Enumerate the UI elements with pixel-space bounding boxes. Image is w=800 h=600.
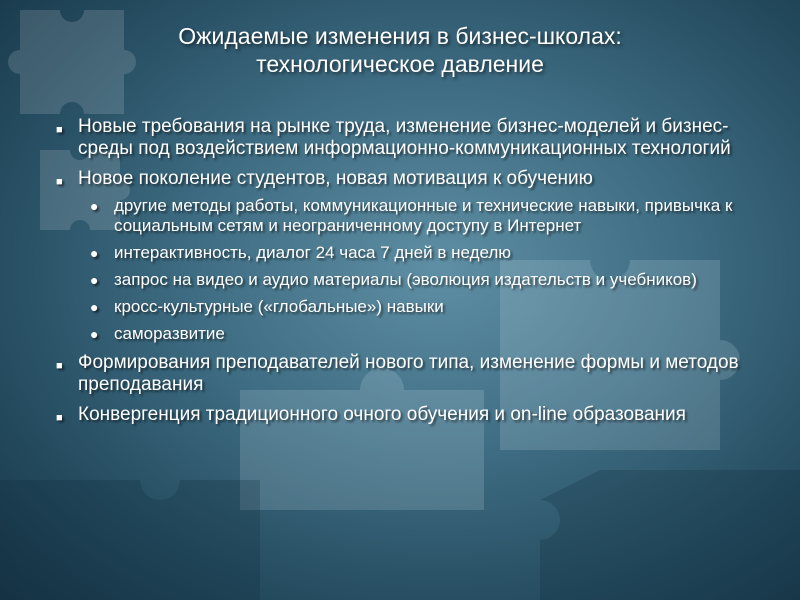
- slide-title-line1: Ожидаемые изменения в бизнес-школах:: [178, 23, 622, 49]
- dot-bullet-icon: ●: [90, 326, 99, 342]
- bullet-item: [52, 404, 772, 426]
- sub-bullet-text: другие методы работы, коммуникационные и технические навыки, привычка к социальным сетям и неограниченному доступу в Интернет: [114, 196, 733, 235]
- dot-bullet-icon: ●: [90, 299, 99, 315]
- dot-bullet-icon: ●: [90, 198, 99, 214]
- sub-bullet-text: запрос на видео и аудио материалы (эволюция издательств и учебников): [114, 270, 697, 289]
- bullet-text: Новое поколение студентов, новая мотивация к обучению: [78, 168, 593, 189]
- slide-title-line2: технологическое давление: [256, 51, 544, 77]
- bullet-item: [52, 116, 772, 160]
- bullet-list: [52, 116, 772, 426]
- square-bullet-icon: ■: [56, 412, 63, 424]
- bullet-text: Конвергенция традиционного очного обучения и on-line образования: [78, 404, 686, 425]
- dot-bullet-icon: ●: [90, 245, 99, 261]
- slide-content: [52, 116, 772, 434]
- square-bullet-icon: ■: [56, 360, 63, 372]
- sub-bullet-item: [78, 243, 772, 263]
- sub-bullet-item: [78, 297, 772, 317]
- bullet-text: Формирования преподавателей нового типа, изменение формы и методов преподавания: [78, 352, 739, 395]
- bullet-text: Новые требования на рынке труда, изменение бизнес-моделей и бизнес-среды под воздействием информационно-коммуникационных технологий: [78, 116, 731, 159]
- slide-title: [100, 22, 700, 78]
- sub-bullet-text: саморазвитие: [114, 324, 225, 343]
- square-bullet-icon: ■: [56, 124, 63, 136]
- sub-bullet-list: [78, 196, 772, 344]
- sub-bullet-item: [78, 270, 772, 290]
- bullet-item: [52, 352, 772, 396]
- sub-bullet-item: [78, 196, 772, 236]
- bullet-item: [52, 168, 772, 344]
- square-bullet-icon: ■: [56, 176, 63, 188]
- sub-bullet-item: [78, 324, 772, 344]
- sub-bullet-text: кросс-культурные («глобальные») навыки: [114, 297, 444, 316]
- sub-bullet-text: интерактивность, диалог 24 часа 7 дней в неделю: [114, 243, 512, 262]
- dot-bullet-icon: ●: [90, 272, 99, 288]
